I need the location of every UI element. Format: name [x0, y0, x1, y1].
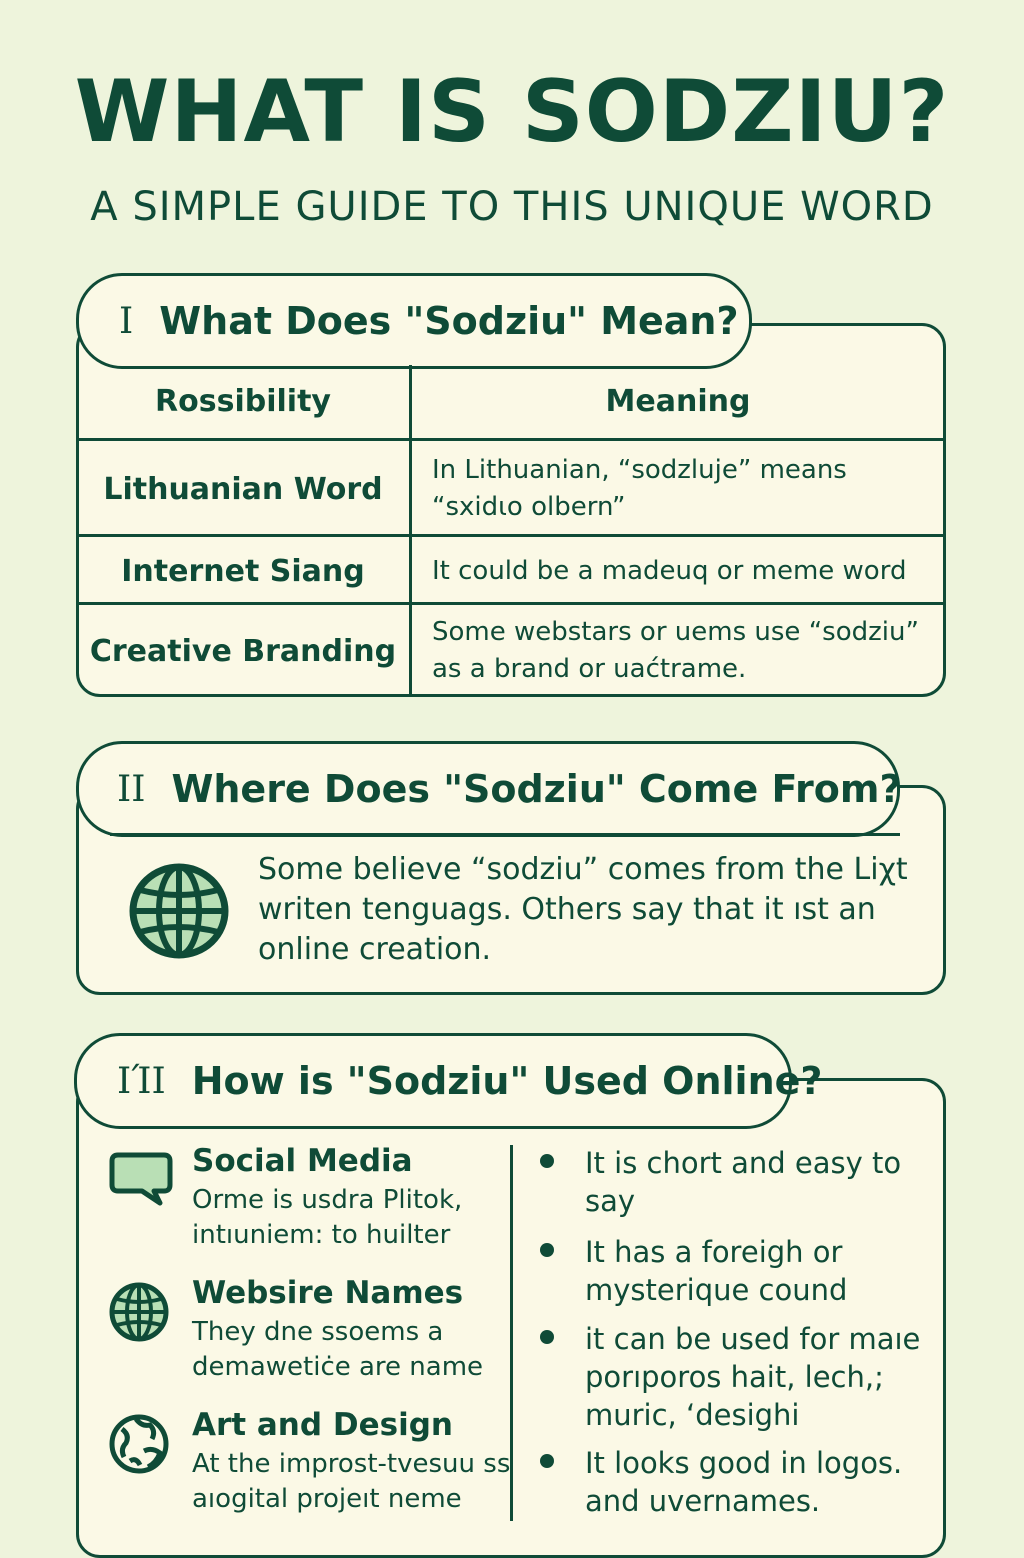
page-title: WHAT IS SODZIU? [74, 62, 950, 162]
row-meaning: In Lithuanian, “sodzluje” means “sxidιo olbern” [432, 455, 847, 522]
use-description: They dne ssoems a demawetiċe are name [192, 1317, 484, 1382]
row-meaning: Some webstars or uems use “sodziu” as a brand or uaćtrame. [432, 617, 919, 684]
section-3-header [74, 1033, 823, 1129]
section-3-heading: How is "Sodziu" Used Online? [191, 1059, 823, 1103]
globe-icon [128, 862, 230, 960]
table-row [76, 438, 946, 537]
table-header-row [76, 365, 946, 438]
page-subtitle: A SIMPLE GUIDE TO THIS UNIQUE WORD [90, 184, 934, 230]
bullet-dot [540, 1330, 554, 1344]
section-2-heading: Where Does "Sodziu" Come From? [171, 767, 902, 811]
use-description: At the improst-tvesuu ss aıogital projeıt neme [192, 1449, 511, 1514]
table-row [76, 602, 946, 697]
bullet-dot [540, 1243, 554, 1257]
reason-text: It looks good in logos. and uvernames. [585, 1446, 903, 1518]
section-3-number: ΙΊΙ [117, 1060, 166, 1102]
bullet-dot [540, 1154, 554, 1168]
row-possibility: Creative Branding [89, 633, 397, 669]
section-2-number: II [117, 768, 146, 810]
usage-column-divider [510, 1145, 513, 1521]
globe-icon [108, 1281, 170, 1343]
row-meaning: It could be a madeuq or meme word [432, 555, 907, 586]
column-header-possibility: Rossibility [155, 384, 331, 419]
chat-bubble-icon [108, 1149, 174, 1207]
section-2-underline [110, 833, 900, 836]
globe-icon [108, 1413, 170, 1475]
section-1-number: I [119, 300, 134, 342]
origin-text: Some believe “sodziu” comes from the Liχt writen tenguags. Others say that it ıst an online creation. [258, 852, 908, 967]
section-1-header [76, 273, 752, 369]
bullet-dot [540, 1454, 554, 1468]
column-header-meaning: Meaning [605, 384, 751, 419]
section-2-header [76, 741, 900, 837]
use-title: Art and Design [192, 1407, 453, 1443]
use-description: Orme is usdra Plitok, intıuniem: to huilter [192, 1185, 463, 1250]
reason-text: It is chort and easy to say [585, 1146, 902, 1218]
section-1-heading: What Does "Sodziu" Mean? [159, 299, 739, 343]
reason-text: It has a foreigh or mysterique cound [585, 1235, 848, 1307]
reason-text: it can be used for maıe porıporos hait, lech,; muric, ‘desighi [585, 1322, 921, 1432]
row-possibility: Internet Siang [121, 553, 365, 589]
use-title: Websire Names [192, 1275, 464, 1311]
use-title: Social Media [192, 1143, 413, 1179]
row-possibility: Lithuanian Word [103, 471, 383, 507]
table-row [76, 534, 946, 605]
